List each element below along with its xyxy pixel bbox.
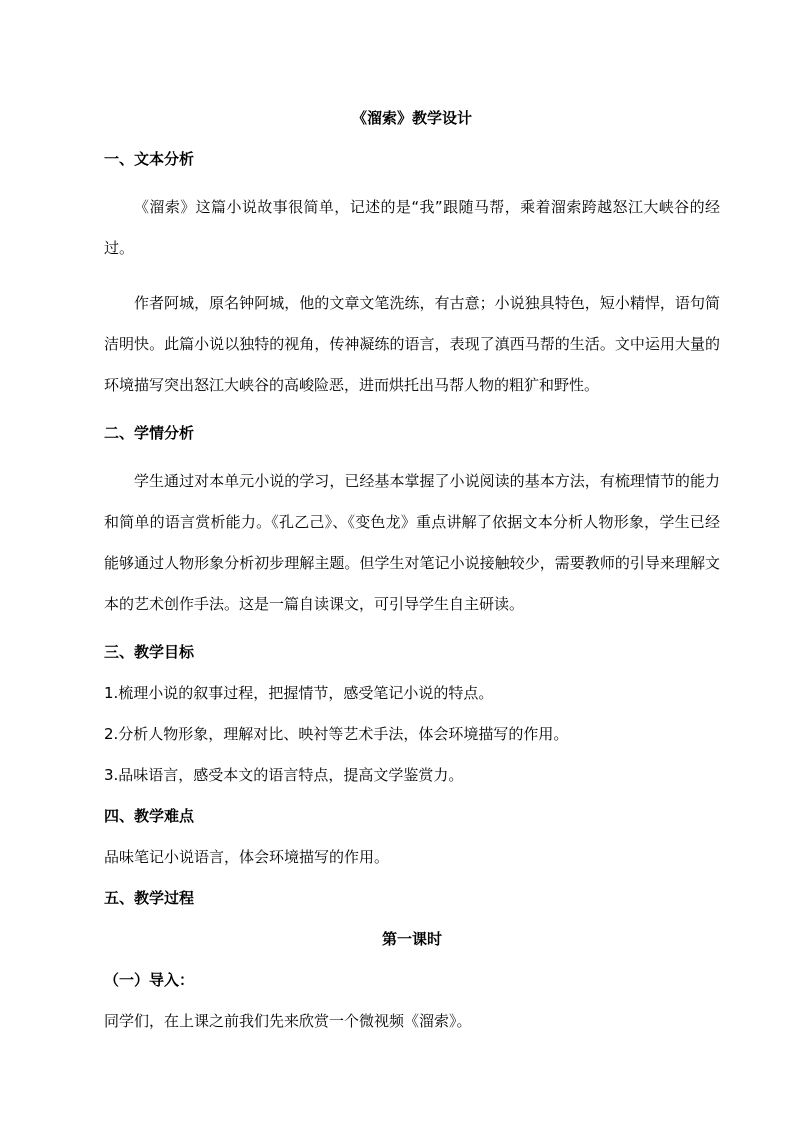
sub-heading-introduction: （一）导入： xyxy=(104,971,195,989)
list-item: 3.品味语言，感受本文的语言特点，提高文学鉴赏力。 xyxy=(104,766,464,784)
section-heading-teaching-goals: 三、教学目标 xyxy=(104,643,195,661)
paragraph: 学生通过对本单元小说的学习，已经基本掌握了小说阅读的基本方法，有梳理情节的能力和简单的语言赏析能力。《孔乙己》、《变色龙》重点讲解了依据文本分析人物形象，学生已经能够通过人物形象分析初步理解主题。但学生对笔记小说接触较少，需要教师的引导来理解文本的艺术创作手法。这是一篇自读课文，可引导学生自主研读。 xyxy=(104,472,720,613)
paragraph: 同学们，在上课之前我们先来欣赏一个微视频《溜索》。 xyxy=(104,1012,472,1030)
section-heading-teaching-difficulty: 四、教学难点 xyxy=(104,807,195,825)
lesson-title: 第一课时 xyxy=(381,930,442,948)
document-body xyxy=(104,105,720,1049)
list-item: 1.梳理小说的叙事过程，把握情节，感受笔记小说的特点。 xyxy=(104,684,494,702)
paragraph: 品味笔记小说语言，体会环境描写的作用。 xyxy=(104,848,390,866)
section-heading-student-analysis: 二、学情分析 xyxy=(104,424,195,442)
section-heading-text-analysis: 一、文本分析 xyxy=(104,150,195,168)
paragraph: 《溜索》这篇小说故事很简单，记述的是“我”跟随马帮，乘着溜索跨越怒江大峡谷的经过。 xyxy=(104,198,720,257)
list-item: 2.分析人物形象，理解对比、映衬等艺术手法，体会环境描写的作用。 xyxy=(104,725,569,743)
section-heading-teaching-process: 五、教学过程 xyxy=(104,889,195,907)
paragraph: 作者阿城，原名钟阿城，他的文章文笔洗练，有古意；小说独具特色，短小精悍，语句简洁明快。此篇小说以独特的视角，传神凝练的语言，表现了滇西马帮的生活。文中运用大量的环境描写突出怒江大峡谷的高峻险恶，进而烘托出马帮人物的粗犷和野性。 xyxy=(104,294,720,394)
document-title: 《溜索》教学设计 xyxy=(351,109,472,127)
